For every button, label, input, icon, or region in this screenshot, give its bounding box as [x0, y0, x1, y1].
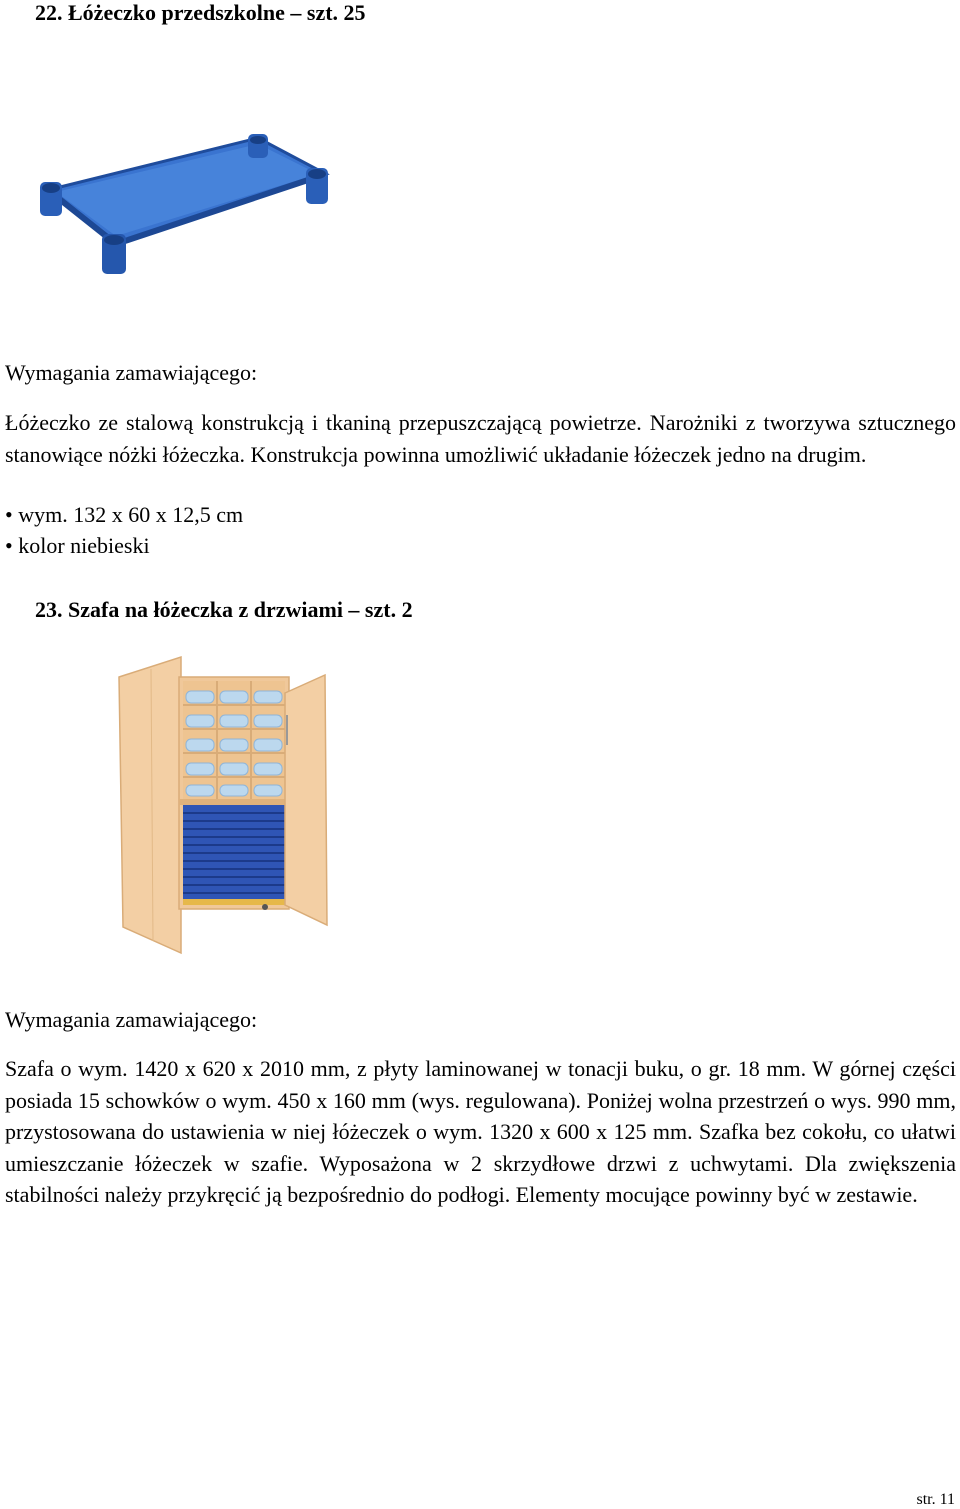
section-23-heading: 23. Szafa na łóżeczka z drzwiami – szt. 2 — [35, 597, 413, 622]
page-number: str. 11 — [916, 1491, 955, 1508]
section-23-description: Szafa o wym. 1420 x 620 x 2010 mm, z płyty laminowanej w tonacji buku, o gr. 18 mm. W górnej części posiada 15 schowków o wym. 450 x 160 mm (wys. regulowana). Poniżej wolna przestrzeń o wys. 990 mm, przystosowana do ustawienia w niej łóżeczek o wym. 1320 x 600 x 125 mm. Szafka bez cokołu, co ułatwi umieszczanie łóżeczek w szafie. Wyposażona w 2 skrzydłowe drzwi z uchwytami. Dla zwiększenia stabilności należy przykręcić ją bezpośrednio do podłogi. Elementy mocujące powinny być w zestawie. — [5, 1056, 956, 1207]
section-23-requirements-label: Wymagania zamawiającego: — [5, 1007, 258, 1032]
section-22-description: Łóżeczko ze stalową konstrukcją i tkaniną przepuszczającą powietrze. Narożniki z tworzywa sztucznego stanowiące nóżki łóżeczka. Konstrukcja powinna umożliwić układanie łóżeczek jedno na drugim. — [5, 410, 956, 467]
section-22-requirements-label: Wymagania zamawiającego: — [5, 360, 258, 385]
stackable-cot-image — [36, 130, 332, 282]
section-22-bullet-color: • kolor niebieski — [5, 533, 150, 558]
cot-wardrobe-image — [115, 655, 330, 955]
section-22-bullet-dimensions: • wym. 132 x 60 x 12,5 cm — [5, 502, 244, 527]
section-22-heading: 22. Łóżeczko przedszkolne – szt. 25 — [35, 0, 366, 25]
